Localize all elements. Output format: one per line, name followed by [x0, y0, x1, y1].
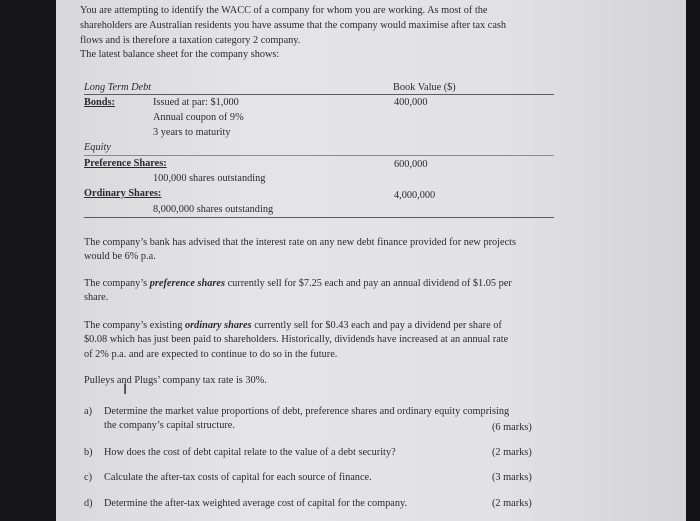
pref-para-prefix: The company’s: [84, 278, 150, 289]
ord-para-line-2: $0.08 which has just been paid to shareholders. Historically, dividends have increased at an annual rate: [84, 334, 509, 345]
pref-para-emphasis: preference shares: [149, 278, 225, 289]
question-d-letter: d): [84, 498, 93, 509]
intro-line-2: shareholders are Australian residents you have assume that the company would maximise after tax cash: [80, 20, 507, 31]
bonds-label: Bonds:: [84, 97, 115, 108]
question-a-letter: a): [84, 406, 92, 417]
question-c-letter: c): [84, 472, 92, 483]
question-d-text: Determine the after-tax weighted average cost of capital for the company.: [104, 498, 408, 509]
question-c-marks: (3 marks): [492, 472, 532, 483]
long-term-debt-heading: Long Term Debt: [84, 82, 152, 93]
bonds-line-2: Annual coupon of 9%: [153, 112, 244, 123]
equity-heading: Equity: [84, 142, 111, 153]
preference-shares-value: 600,000: [394, 159, 428, 170]
question-a-text: Determine the market value proportions of debt, preference shares and ordinary equity comprising: [104, 406, 510, 417]
bonds-value: 400,000: [394, 97, 428, 108]
intro-line-3: flows and is therefore a taxation category 2 company.: [80, 35, 301, 46]
ord-para-line-1: [84, 319, 502, 332]
pref-para-line-2: share.: [84, 292, 109, 303]
intro-line-4: The latest balance sheet for the company shows:: [80, 49, 280, 60]
ordinary-shares-label: Ordinary Shares:: [84, 188, 162, 199]
table-rule-bottom: [84, 217, 554, 218]
question-b-text: How does the cost of debt capital relate to the value of a debt security?: [104, 447, 396, 458]
ord-para-emphasis: ordinary shares: [184, 320, 252, 331]
question-b-marks: (2 marks): [492, 447, 532, 458]
bank-para-line-1: The company’s bank has advised that the interest rate on any new debt finance provided for new projects: [84, 237, 517, 248]
table-rule-equity: [84, 155, 554, 156]
text-cursor-icon: I: [123, 382, 128, 398]
question-b-letter: b): [84, 447, 93, 458]
background-left: [0, 0, 56, 521]
preference-shares-label: Preference Shares:: [84, 158, 167, 169]
pref-para-line-1: [84, 277, 512, 290]
table-rule-top: [84, 94, 554, 95]
question-c-text: Calculate the after-tax costs of capital for each source of finance.: [104, 472, 372, 483]
question-a-marks: (6 marks): [492, 422, 532, 433]
ord-para-suffix: currently sell for $0.43 each and pay a dividend per share of: [251, 320, 502, 331]
background-right: [686, 0, 700, 521]
bonds-line-1: Issued at par: $1,000: [153, 97, 239, 108]
question-a-text-2: the company’s capital structure.: [104, 420, 235, 431]
bank-para-line-2: would be 6% p.a.: [84, 251, 156, 262]
tax-rate-line: Pulleys and Plugs’ company tax rate is 30%.: [84, 375, 267, 386]
question-d-marks: (2 marks): [492, 498, 532, 509]
book-value-header: Book Value ($): [393, 82, 456, 93]
document-page: [56, 0, 686, 521]
preference-shares-detail: 100,000 shares outstanding: [153, 173, 266, 184]
ordinary-shares-detail: 8,000,000 shares outstanding: [153, 204, 274, 215]
pref-para-suffix: currently sell for $7.25 each and pay an annual dividend of $1.05 per: [225, 278, 512, 289]
ordinary-shares-value: 4,000,000: [394, 190, 436, 201]
ord-para-line-3: of 2% p.a. and are expected to continue to do so in the future.: [84, 349, 338, 360]
bonds-line-3: 3 years to maturity: [153, 127, 231, 138]
ord-para-prefix: The company’s existing: [84, 320, 185, 331]
intro-line-1: You are attempting to identify the WACC of a company for whom you are working. As most of the: [80, 5, 488, 16]
